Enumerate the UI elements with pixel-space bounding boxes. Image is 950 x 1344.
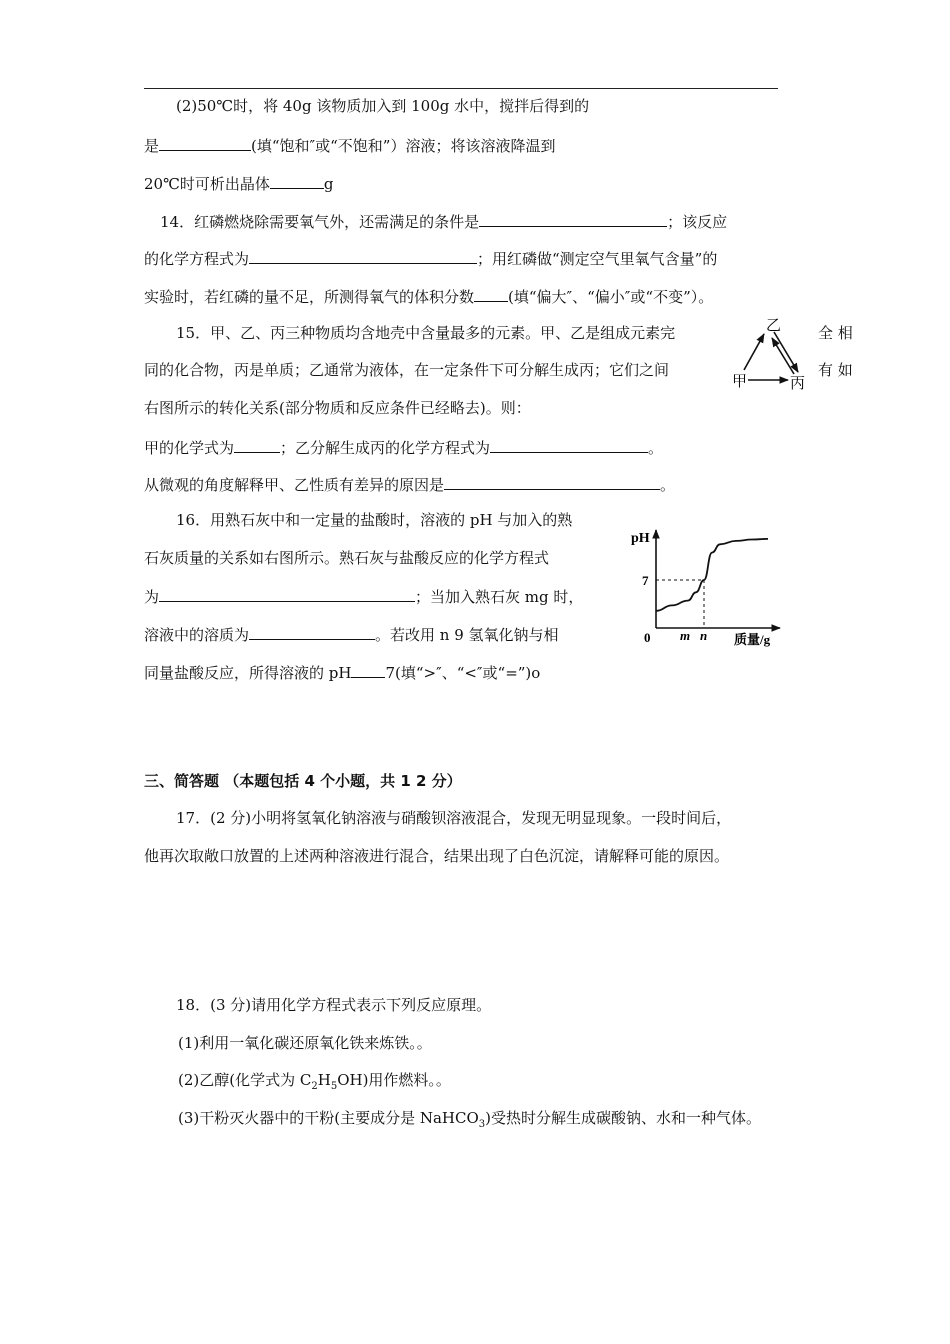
answer-blank[interactable] xyxy=(444,473,660,490)
answer-blank[interactable] xyxy=(474,285,508,302)
answer-blank[interactable] xyxy=(159,134,251,151)
answer-blank[interactable] xyxy=(490,436,648,453)
answer-blank[interactable] xyxy=(479,210,667,227)
diagram-node-bing: 丙 xyxy=(790,376,806,392)
q17-line1: 17．(2 分)小明将氢氧化钠溶液与硝酸钡溶液混合，发现无明显现象。一段时间后， xyxy=(176,809,732,827)
q16-line1: 16．用熟石灰中和一定量的盐酸时，溶液的 pH 与加入的熟 xyxy=(176,511,573,529)
origin-label: 0 xyxy=(644,630,651,645)
q18-line1: 18．(3 分)请用化学方程式表示下列反应原理。 xyxy=(176,996,492,1014)
y-axis-label: pH xyxy=(631,531,650,546)
q16-line2: 石灰质量的关系如右图所示。熟石灰与盐酸反应的化学方程式 xyxy=(144,549,550,567)
q15-line1-tail: 全 相 xyxy=(818,324,853,342)
q16-line3: 为 ；当加入熟石灰 mg 时， xyxy=(144,585,583,607)
conversion-diagram xyxy=(730,312,814,394)
arrow-bing-to-yi xyxy=(772,338,794,374)
diagram-node-jia: 甲 xyxy=(732,374,748,390)
ph-chart xyxy=(630,520,785,650)
y-tick-7: 7 xyxy=(642,573,649,588)
x-tick-n: n xyxy=(700,628,708,643)
arrow-jia-to-yi xyxy=(744,334,764,370)
q15-line1: 15．甲、乙、丙三种物质均含地壳中含量最多的元素。甲、乙是组成元素完 xyxy=(176,324,676,342)
q16-line4: 溶液中的溶质为 。若改用 n 9 氢氧化钠与相 xyxy=(144,623,559,645)
x-tick-m: m xyxy=(680,628,691,643)
q15-line4: 甲的化学式为 ；乙分解生成丙的化学方程式为 。 xyxy=(144,436,663,458)
q14-line3: 实验时，若红磷的量不足，所测得氧气的体积分数 (填“偏大″、“偏小″或“不变”）。 xyxy=(144,285,713,307)
q18-sub3: (3)干粉灭火器中的干粉(主要成分是 NaHCO$_3$)受热时分解生成碳酸钠、水和一种气体。 xyxy=(178,1109,762,1130)
q15-line2: 同的化合物，丙是单质；乙通常为液体，在一定条件下可分解生成丙；它们之间 xyxy=(144,361,670,379)
answer-blank[interactable] xyxy=(159,585,415,602)
answer-blank[interactable] xyxy=(249,247,477,264)
answer-blank[interactable] xyxy=(270,172,324,189)
q14-line2: 的化学方程式为 ；用红磷做“测定空气里氧气含量”的 xyxy=(144,247,717,269)
q16-line5: 同量盐酸反应，所得溶液的 pH 7(填“>″、“<″或“=”)o xyxy=(144,661,540,683)
q15-line2-tail: 有 如 xyxy=(818,361,853,379)
q13-part2-line3: 20℃时可析出晶体 g xyxy=(144,172,333,194)
q18-sub1: (1)利用一氧化碳还原氧化铁来炼铁。。 xyxy=(178,1034,432,1052)
q14-line1: 14．红磷燃烧除需要氧气外，还需满足的条件是 ；该反应 xyxy=(160,210,727,232)
q17-line2: 他再次取敞口放置的上述两种溶液进行混合，结果出现了白色沉淀，请解释可能的原因。 xyxy=(144,847,730,865)
answer-blank[interactable] xyxy=(234,436,280,453)
q15-line5: 从微观的角度解释甲、乙性质有差异的原因是 。 xyxy=(144,473,675,495)
ph-curve xyxy=(656,539,768,611)
arrow-yi-to-bing xyxy=(774,332,798,372)
header-rule xyxy=(144,88,778,89)
q13-part2-line2: 是 (填“饱和″或“不饱和”）溶液；将该溶液降温到 xyxy=(144,134,555,156)
answer-blank[interactable] xyxy=(351,661,385,678)
q18-sub2: (2)乙醇(化学式为 $C_2H_5OH$)用作燃料。。 xyxy=(178,1071,451,1092)
x-axis-label: 质量/g xyxy=(734,632,771,647)
q15-line3: 右图所示的转化关系(部分物质和反应条件已经略去)。则： xyxy=(144,399,531,417)
section3-heading: 三、简答题 （本题包括 4 个小题，共 1 2 分） xyxy=(144,772,462,790)
diagram-node-yi: 乙 xyxy=(766,318,782,334)
q13-part2-line1: (2)50℃时，将 40g 该物质加入到 100g 水中，搅拌后得到的 xyxy=(176,97,590,115)
answer-blank[interactable] xyxy=(249,623,375,640)
